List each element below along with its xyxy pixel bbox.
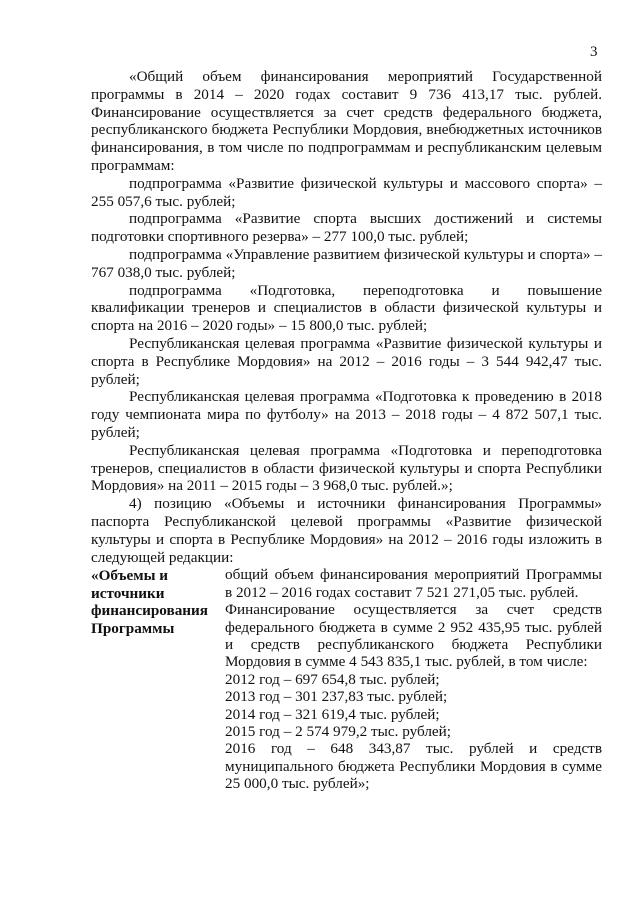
funding-table [91,566,602,792]
paragraph-subprogram-high-achievement: подпрограмма «Развитие спорта высших достижений и системы подготовки спортивного резерва» – 277 100,0 тыс. рублей; [91,210,602,246]
paragraph-subprogram-mass-sport: подпрограмма «Развитие физической культуры и массового спорта» – 255 057,6 тыс. рублей; [91,174,602,210]
funding-year-2013: 2013 год – 301 237,83 тыс. рублей; [225,688,448,706]
funding-sources: Финансирование осуществляется за счет средств федерального бюджета в сумме 2 952 435,95 тыс. рублей и средств республиканского бюджета Республики Мордовия в сумме 4 543 835,1 тыс. рублей, в том числе: [225,601,602,671]
paragraph-item-4: 4) позицию «Объемы и источники финансирования Программы» паспорта Республиканской целевой программы «Развитие физической культуры и спорта в Республике Мордовия» на 2012 – 2016 годы изложить в следующей редакции: [91,495,602,566]
funding-year-2016: 2016 год – 648 343,87 тыс. рублей и средств муниципального бюджета Республики Мордовия в сумме 25 000,0 тыс. рублей»; [225,740,602,793]
funding-year-2015: 2015 год – 2 574 979,2 тыс. рублей; [225,722,452,740]
document-body [91,68,602,793]
funding-year-2012: 2012 год – 697 654,8 тыс. рублей; [225,670,440,688]
page-number: 3 [590,44,598,60]
paragraph-intro: «Общий объем финансирования мероприятий Государственной программы в 2014 – 2020 годах составит 9 736 413,17 тыс. рублей. Финансирование осуществляется за счет средств федерального бюджета, республиканского бюджета Республики Мордовия, внебюджетных источников финансирования, в том числе по подпрограммам и республиканским целевым программам: [91,68,602,174]
paragraph-target-program-retraining: Республиканская целевая программа «Подготовка и переподготовка тренеров, специалистов в области физической культуры и спорта Республики Мордовия» на 2011 – 2015 годы – 3 968,0 тыс. рублей.»; [91,441,602,495]
paragraph-subprogram-training: подпрограмма «Подготовка, переподготовка и повышение квалификации тренеров и специалистов в области физической культуры и спорта на 2016 – 2020 годы» – 15 800,0 тыс. рублей; [91,281,602,335]
paragraph-target-program-development: Республиканская целевая программа «Развитие физической культуры и спорта в Республике Мордовия» на 2012 – 2016 годы – 3 544 942,47 тыс. рублей; [91,334,602,388]
funding-table-value [225,566,602,792]
paragraph-subprogram-management: подпрограмма «Управление развитием физической культуры и спорта» – 767 038,0 тыс. рублей; [91,245,602,281]
paragraph-target-program-world-cup: Республиканская целевая программа «Подготовка к проведению в 2018 году чемпионата мира по футболу» на 2013 – 2018 годы – 4 872 507,1 тыс. рублей; [91,388,602,441]
funding-table-label: «Объемы и источники финансирования Программы [91,567,209,637]
funding-total: общий объем финансирования мероприятий Программы в 2012 – 2016 годах составит 7 521 271,05 тыс. рублей. [225,566,602,601]
funding-year-2014: 2014 год – 321 619,4 тыс. рублей; [225,705,440,723]
